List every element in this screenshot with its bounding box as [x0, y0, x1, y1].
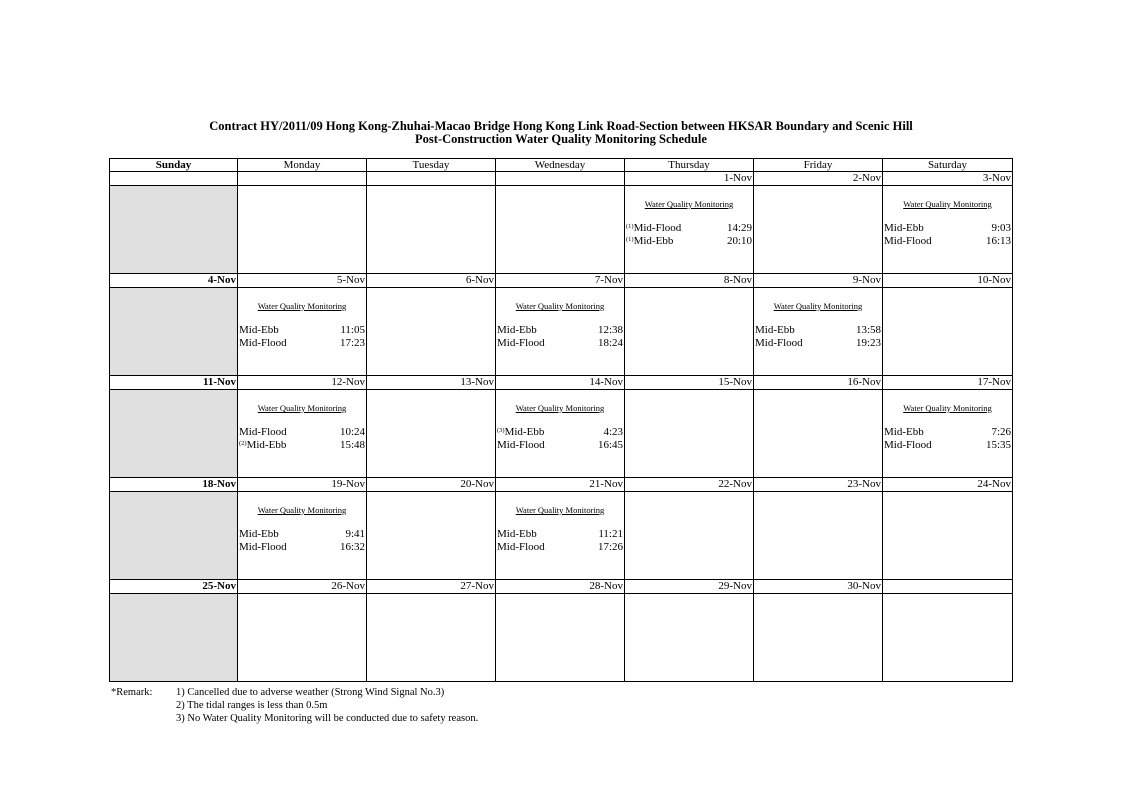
day-cell: [754, 288, 883, 376]
date-label: 19-Nov: [238, 478, 367, 492]
day-header-thursday: Thursday: [625, 158, 754, 172]
day-cell: [496, 186, 625, 274]
date-label: 10-Nov: [883, 274, 1013, 288]
day-cell: [496, 594, 625, 682]
day-cell: [625, 390, 754, 478]
day-cell: [496, 390, 625, 478]
date-label: [496, 172, 625, 186]
day-cell: [754, 390, 883, 478]
tide-row: [239, 439, 365, 451]
tide-row: [755, 337, 881, 349]
tide-row: [884, 222, 1011, 234]
tide-time: 17:26: [597, 541, 623, 553]
tide-time: 15:48: [339, 439, 365, 451]
date-label: 26-Nov: [238, 580, 367, 594]
tide-label: Mid-Ebb: [504, 426, 545, 438]
date-label: 9-Nov: [754, 274, 883, 288]
monitoring-title: Water Quality Monitoring: [257, 505, 347, 515]
day-cell: [754, 186, 883, 274]
day-header-tuesday: Tuesday: [367, 158, 496, 172]
day-cell: [238, 390, 367, 478]
tide-label: Mid-Flood: [633, 222, 682, 234]
tide-label: Mid-Flood: [239, 337, 287, 349]
tide-time: 9:03: [991, 222, 1011, 234]
monitoring-title: Water Quality Monitoring: [903, 199, 992, 209]
date-label: 30-Nov: [754, 580, 883, 594]
remark-marker: (2): [239, 440, 247, 447]
tide-label: Mid-Ebb: [239, 324, 279, 336]
day-cell: [883, 594, 1013, 682]
remark-marker: (1): [626, 223, 634, 230]
day-cell: [625, 186, 754, 274]
date-label: [109, 172, 238, 186]
day-cell: [109, 594, 238, 682]
tide-label: Mid-Ebb: [884, 426, 924, 438]
tide-label: Mid-Ebb: [239, 528, 279, 540]
date-label: 23-Nov: [754, 478, 883, 492]
date-label: 1-Nov: [625, 172, 754, 186]
tide-label: Mid-Flood: [239, 426, 287, 438]
date-label: 18-Nov: [109, 478, 238, 492]
date-label: 17-Nov: [883, 376, 1013, 390]
tide-time: 4:23: [603, 426, 623, 438]
day-cell: [109, 492, 238, 580]
tide-row: [626, 222, 752, 234]
day-cell: [367, 186, 496, 274]
date-label: 15-Nov: [625, 376, 754, 390]
tide-time: 7:26: [991, 426, 1011, 438]
monitoring-title: Water Quality Monitoring: [773, 301, 863, 311]
day-cell: [238, 492, 367, 580]
date-label: [367, 172, 496, 186]
date-label: 21-Nov: [496, 478, 625, 492]
tide-time: 11:05: [340, 324, 365, 336]
date-label: 13-Nov: [367, 376, 496, 390]
monitoring-title: Water Quality Monitoring: [515, 403, 605, 413]
day-cell: [883, 288, 1013, 376]
date-label: 12-Nov: [238, 376, 367, 390]
tide-label: Mid-Ebb: [497, 528, 537, 540]
day-cell: [754, 492, 883, 580]
tide-time: 13:58: [855, 324, 881, 336]
date-label: 14-Nov: [496, 376, 625, 390]
day-cell: [367, 594, 496, 682]
page-subtitle: Post-Construction Water Quality Monitoring Schedule: [415, 132, 707, 146]
date-label: 8-Nov: [625, 274, 754, 288]
tide-time: 11:21: [598, 528, 623, 540]
day-header-saturday: Saturday: [883, 158, 1013, 172]
day-cell: [625, 492, 754, 580]
monitoring-title: Water Quality Monitoring: [515, 301, 605, 311]
day-cell: [238, 288, 367, 376]
date-label: 4-Nov: [109, 274, 238, 288]
date-label: 28-Nov: [496, 580, 625, 594]
tide-label: Mid-Ebb: [246, 439, 287, 451]
tide-label: Mid-Flood: [497, 439, 545, 451]
tide-time: 16:32: [339, 541, 365, 553]
tide-row: [239, 541, 365, 553]
tide-label: Mid-Ebb: [497, 324, 537, 336]
monitoring-title: Water Quality Monitoring: [644, 199, 734, 209]
tide-label: Mid-Flood: [755, 337, 803, 349]
remark-label: *Remark:: [111, 687, 153, 698]
tide-label: Mid-Flood: [884, 235, 932, 247]
tide-row: [239, 337, 365, 349]
tide-time: 19:23: [855, 337, 881, 349]
date-label: 11-Nov: [109, 376, 238, 390]
day-cell: [109, 390, 238, 478]
day-cell: [367, 390, 496, 478]
day-header-sunday: Sunday: [109, 158, 238, 172]
tide-label: Mid-Ebb: [755, 324, 795, 336]
day-cell: [367, 288, 496, 376]
day-cell: [883, 186, 1013, 274]
day-cell: [109, 288, 238, 376]
date-label: 22-Nov: [625, 478, 754, 492]
day-cell: [238, 594, 367, 682]
tide-row: [884, 426, 1011, 438]
tide-time: 16:45: [597, 439, 623, 451]
tide-label: Mid-Flood: [239, 541, 287, 553]
date-label: 5-Nov: [238, 274, 367, 288]
monitoring-title: Water Quality Monitoring: [257, 403, 347, 413]
tide-time: 17:23: [339, 337, 365, 349]
remark-item-3: 3) No Water Quality Monitoring will be conducted due to safety reason.: [176, 713, 479, 724]
monitoring-title: Water Quality Monitoring: [257, 301, 347, 311]
date-label: 27-Nov: [367, 580, 496, 594]
day-cell: [496, 492, 625, 580]
date-label: 2-Nov: [754, 172, 883, 186]
day-header-wednesday: Wednesday: [496, 158, 625, 172]
tide-label: Mid-Flood: [884, 439, 932, 451]
monitoring-title: Water Quality Monitoring: [903, 403, 992, 413]
remark-marker: (1): [626, 236, 634, 243]
tide-time: 10:24: [339, 426, 365, 438]
tide-label: Mid-Flood: [497, 541, 545, 553]
day-header-friday: Friday: [754, 158, 883, 172]
remark-item-1: 1) Cancelled due to adverse weather (Strong Wind Signal No.3): [176, 687, 445, 698]
tide-label: Mid-Ebb: [633, 235, 674, 247]
tide-label: Mid-Ebb: [884, 222, 924, 234]
tide-row: [755, 324, 881, 336]
date-label: 29-Nov: [625, 580, 754, 594]
tide-row: [497, 426, 623, 438]
tide-row: [884, 439, 1011, 451]
tide-row: [884, 235, 1011, 247]
day-cell: [238, 186, 367, 274]
monitoring-title: Water Quality Monitoring: [515, 505, 605, 515]
remark-item-2: 2) The tidal ranges is less than 0.5m: [176, 700, 328, 711]
tide-time: 20:10: [726, 235, 752, 247]
date-label: 7-Nov: [496, 274, 625, 288]
tide-row: [497, 324, 623, 336]
day-cell: [625, 594, 754, 682]
tide-time: 12:38: [597, 324, 623, 336]
date-label: [238, 172, 367, 186]
tide-row: [497, 337, 623, 349]
tide-row: [497, 528, 623, 540]
page-title: Contract HY/2011/09 Hong Kong-Zhuhai-Macao Bridge Hong Kong Link Road-Section between HKSAR Boundary and Scenic Hill: [209, 119, 913, 133]
tide-time: 16:13: [985, 235, 1011, 247]
tide-row: [497, 439, 623, 451]
date-label: 6-Nov: [367, 274, 496, 288]
day-cell: [367, 492, 496, 580]
day-cell: [496, 288, 625, 376]
tide-label: Mid-Flood: [497, 337, 545, 349]
tide-row: [239, 324, 365, 336]
tide-row: [497, 541, 623, 553]
tide-row: [626, 235, 752, 247]
day-cell: [109, 186, 238, 274]
date-label: 16-Nov: [754, 376, 883, 390]
tide-time: 18:24: [597, 337, 623, 349]
date-label: 24-Nov: [883, 478, 1013, 492]
day-cell: [883, 492, 1013, 580]
date-label: [883, 580, 1013, 594]
remarks-list: [176, 686, 478, 725]
tide-time: 9:41: [345, 528, 365, 540]
date-label: 3-Nov: [883, 172, 1013, 186]
day-cell: [883, 390, 1013, 478]
date-label: 25-Nov: [109, 580, 238, 594]
calendar-grid: [109, 158, 1013, 686]
remark-marker: (3): [497, 427, 505, 434]
day-cell: [625, 288, 754, 376]
tide-time: 14:29: [726, 222, 752, 234]
tide-time: 15:35: [985, 439, 1011, 451]
date-label: 20-Nov: [367, 478, 496, 492]
tide-row: [239, 426, 365, 438]
day-header-monday: Monday: [238, 158, 367, 172]
day-cell: [754, 594, 883, 682]
tide-row: [239, 528, 365, 540]
